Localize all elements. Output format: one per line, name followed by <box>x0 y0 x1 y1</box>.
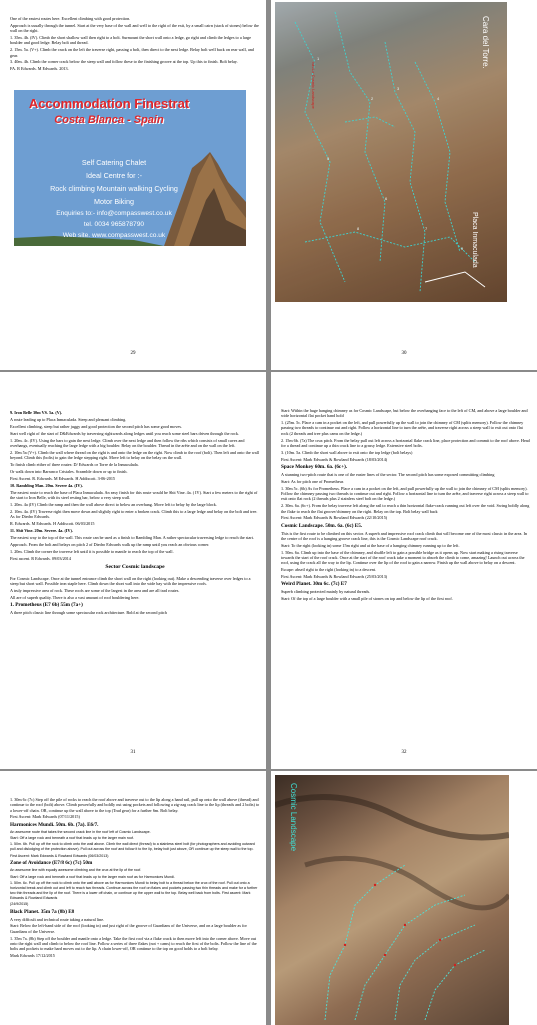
route-paragraph: First Ascent: Mark Edwards & Rowland Edwards (06/03/2013) <box>10 853 109 858</box>
route-heading: Black Planet. 35m 7a (8b) E8 <box>10 908 75 915</box>
route-paragraph: To finish climb either of three routes: D/ Edwards or Torre de la Inmaculada. <box>10 461 139 467</box>
route-heading: Weird Planet. 30m 6c. (7c) E7 <box>281 581 347 588</box>
accommodation-advert <box>14 90 246 246</box>
svg-text:4: 4 <box>437 96 440 101</box>
route-paragraph: An awesome line with equally awesome climbing and the crux at the lip of the roof. <box>10 868 142 873</box>
route-paragraph: 1. 20m. 4a (IV) Climb the ramp and then the wall above direct to below an overhang. Move left to belay by the large block. <box>10 502 217 508</box>
svg-text:7: 7 <box>425 226 428 231</box>
svg-text:2: 2 <box>371 96 374 101</box>
route-paragraph: R. Edwards. M Edwards. H Addiscott. 06/03/2015 <box>10 521 95 527</box>
route-paragraph: 1. 50m. 6a. Climb up into the base of the chimney, and shuffle left to gain a possible bridge as it opens up. Now start making a rising traverse towards the start of the roof crack. Once at the start of the roof crack take a moment to absorb the climb to come, amazing! Launch out across the roof, using the crack all the way to the lip. Continue over the lip of the roof to gain a narrow. Finish up the wall above to belay on a descent. <box>281 549 525 566</box>
route-paragraph: 2. 15m 6b. (7a) The crux pitch. From the belay pull out left across a horizontal flake crack line, place protection and commit to the roof above. Head for a thread and continue up a thin crack line to a grassy ledge. Extensive steel bolts. <box>281 437 530 448</box>
route-paragraph: First Ascent: Mark Edwards & Rowland Edwards (18/03/2014) <box>281 456 388 462</box>
page-29 <box>0 0 266 370</box>
route-paragraph: Superb climbing protected mainly by natural threads. <box>281 589 371 595</box>
cosmic-landscape-photo <box>275 775 509 1025</box>
route-paragraph: Start: As for pitch one of Prometheus <box>281 478 344 484</box>
route-paragraph: 1. 30m 6c (7c) Step off the pile of rocks to reach the roof above and traverse out to the lip along a hand rail, pull up onto the wall above (thread) and continue to the roof (bolt) above. Climb powerfully and boldly out using pockets and following a zig-zag crack line to the lip (threads and 2 bolts) to a lower-off chain. OR, continue up the wall above to the top (Trad gear) for a further 6m. Bolt belay. <box>10 797 260 813</box>
route-paragraph: First Ascent: Mark Edwards & Rowland Edwards (25/03/2013) <box>281 574 388 580</box>
advert-line: Rock climbing Mountain walking Cycling <box>50 184 178 193</box>
page-33-text <box>10 797 260 960</box>
page-number: 30 <box>401 351 407 356</box>
page-32 <box>271 372 537 769</box>
route-paragraph: For Cosmic Landscape. Once at the tunnel entrance climb the short wall on the right (looking out). Make a descending traverse over ledges to a steep but short wall. Possible iron staple here. Climb down the short wall into the wide bay with the impressive roofs. <box>10 575 251 586</box>
route-paragraph: The easiest way to the top of the wall. This route can be used as a finish to Rambling Man. A rather spectacular traversing ledge to reach the start. <box>10 535 255 541</box>
advert-phone: tel. 0034 965878790 <box>83 221 145 228</box>
svg-text:9: 9 <box>461 246 464 251</box>
route-paragraph: A route leading up to Placa Inmaculada. Steep and pleasant climbing. <box>10 416 127 422</box>
route-heading: 1. Prometheus (E7 6b) 55m (7a+) <box>10 602 83 608</box>
section-heading: Sector Cosmic landscape <box>105 564 165 571</box>
page-32-text <box>281 408 531 603</box>
route-heading: Cosmic Landscape. 50m. 6a. (6c) E5. <box>281 522 363 529</box>
cosmic-landscape-label: Cosmic Landscape <box>289 783 298 852</box>
advert-line: Self Catering Chalet <box>81 158 147 167</box>
route-paragraph: 2. 10m 5a (V+). Climb the wall where thread on the right is and onto the ledge on the right. Now climb to the roof (bolt). Then left and onto the wall beyond. Climb this (bolts) to gain the ledge stepping right. Move left to belay on the belay on the wall. <box>10 449 259 461</box>
route-heading: 9. Iron Belle 30m VS. 5a. (V). <box>10 410 63 415</box>
route-paragraph: Start: To the right (looking in) some 15m right and at the base of a hanging chimney running up to the left. <box>281 542 460 548</box>
route-paragraph: Excellent climbing, steep but rather juggy and good protection the second pitch has some good moves. <box>10 423 182 429</box>
roof-route-lines <box>275 775 509 1025</box>
route-label: Sector Cosmic Landscape <box>311 62 316 109</box>
route-heading: 10. Rambling Man. 20m. Severe 4a. (IV). <box>10 483 83 489</box>
page-29-intro <box>10 16 260 73</box>
page-33 <box>0 771 266 1025</box>
route-paragraph: Start: Of the top of a large boulder with a small pile of stones on top and below the lip of the first roof. <box>281 596 453 602</box>
route-paragraph: Approach. From the bolt and belays on pitch 2 of Diedro Edwards walk up the ramp until you reach an obvious corner. <box>10 542 210 548</box>
route-paragraph: 1. 30m 5c. (6b) As for Prometheus. Place a cam in a pocket on the left, and pull powerfully up the wall to join the chimney of CM (splits memory). Follow the chimney passing two threads to continue out and right. Follow a horizontal line to turn the arête, and traverse right across a steep wall to exit onto flat rock (2 threads plus 2 stainless steel bolt on the ledge.) <box>281 485 529 502</box>
page-31 <box>0 372 266 769</box>
route-paragraph: 3. (10m. 5a. Climb the short wall above to exit onto the top ledge (bolt belays) <box>281 449 413 455</box>
intro-line: Approach is usually through the tunnel. Start at the very base of the wall and well to the right of the exit, by a small cairn (stack of stones) below the wall on the right. <box>10 22 259 34</box>
route-paragraph: 1. 50m. 6c. Pull up off the rock to climb onto the wall above as for Harmonices Mundi to belay bolt to a thread below the crux of the roof. Pull out onto a horizontal break and climb out and left to reach two threads. Continue across the roof on flakes and pockets passing two thin threads and make for a further two thin threads and the lip of the roof. There is a lower off chain, or continue up the upper wall to the top. Belay well back from bolts. First ascent: Mark Edwards & Rowland Edwards <box>10 881 258 900</box>
route-paragraph: A truly impressive area of rock. These roofs are some of the largest in the area and are all trad routes. <box>10 587 180 593</box>
route-paragraph: This is the first route to be climbed on this sector. A superb and impressive roof crack climb that will become one of the most classic in the area. In the centre of the roof is a hanging groove crack line, this is the Cosmic Landscape roof crack. <box>281 530 527 541</box>
route-paragraph: First ascent. R Edwards. 09/03/2014 <box>10 556 71 562</box>
svg-text:5: 5 <box>327 156 330 161</box>
crag-photo-topo <box>275 2 507 302</box>
svg-text:1: 1 <box>317 56 320 61</box>
intro-line: One of the easiest routes here. Excellent climbing with good protection. <box>10 16 131 21</box>
advert-website: Web site. www.compasswest.co.uk <box>62 232 166 239</box>
route-paragraph: Start well right of the start of D&Edwards by traversing rightwards along ledges until you reach some steel bars driven through the rock. <box>10 430 239 436</box>
route-paragraph: Or walk down into Barranco Cristales. Scramble down or up to finish. <box>10 468 128 474</box>
page-30 <box>271 0 537 370</box>
svg-text:8: 8 <box>357 226 360 231</box>
intro-line: 2. 15m. 5a. (V+). Climb the crack on the left the traverse right, passing a bolt, then direct to the next ledge. Belay bolt well back on rear wall, and gear. <box>10 47 254 58</box>
page-number: 31 <box>130 750 136 755</box>
route-paragraph: Start: Off a large rock and beneath a roof that leads up to the larger main roof as for Harmonices Mundi. <box>10 874 175 879</box>
route-paragraph: Escape: abseil right to the right (looking in) to a descent. <box>281 567 377 573</box>
route-paragraph: 1. 50m. 6b. Pull up off the rock to climb onto the wall above. Climb the wall direct (thread) to a stainless steel bolt (for photographers and avoiding outward pull and dislodging of the protection above). Pull out across the roof and follow it to the lip, belay bolt just above, OR continue up the steep wall to the top. <box>10 842 255 852</box>
route-paragraph: Start: Off a large rock and beneath a roof that leads up to the larger main roof. <box>10 836 134 841</box>
route-paragraph: A very difficult and technical route taking a natural line. <box>10 916 105 922</box>
advert-subtitle: Costa Blanca - Spain <box>54 114 164 126</box>
route-paragraph: First Ascent: Mark Edwards & Rowland Edwards (22/10/2015) <box>281 515 388 521</box>
route-heading: 11. Shit Vine. 20m. Severe. 4a. (IV). <box>10 528 73 534</box>
route-paragraph: All are of superb quality. There is also a vast amount of roof bouldering here. <box>10 594 140 600</box>
route-paragraph: 1. 35m 7a. (8b) Step off the boulder and mantle onto a ledge. Take the first roof via a flake crack to then move left into the corner above. Move out onto the right wall and climb to below the roof line. Follow a series of three flakes (not + cams) to reach the first of the bolts. Follow the line of the bolts and pockets to make hard moves out to the lip. A chain lower-off, OR continue to the top on good holds to a bolt belay. <box>10 935 257 952</box>
advert-enquiries: Enquiries to:- info@compasswest.co.uk <box>56 210 172 217</box>
advert-line: Motor Biking <box>94 197 134 206</box>
route-paragraph: 1. 20m. 4c. (IV). Using the bars to gain the next ledge. Climb over the next ledge and then follow the ribs which consists of small caves and overhangs, eventually reaching the large ledge with a big boulder. Belay on the boulder. Thread in the arête and on the wall on the left. <box>10 437 245 448</box>
cara-del-torre-label: Cara del Torre. <box>481 16 490 69</box>
route-paragraph: Start: Below the left-hand side of the roof (looking in) and just right of the groove of Guardians of the Universe, and on a large boulder as for Guardians of the Universe. <box>10 923 247 934</box>
route-heading: Space Monkey 60m. 6a. (6c+). <box>281 464 348 471</box>
page-34 <box>271 771 537 1025</box>
svg-text:3: 3 <box>397 86 400 91</box>
route-paragraph: Start: Within the huge hanging chimney as for Cosmic Landscape, but below the overhanging face to the left of CM, and above a large boulder and wide horizontal flat pocket hand hold <box>281 408 528 419</box>
route-paragraph: 2. 10m. 4a. (IV) Traverse right then move down and slightly right to enter a broken crack. Climb this to a large ledge and belay on the bolt and tree. As for Diedro Edwards. <box>10 508 258 520</box>
route-paragraph: First Ascent. R. Edwards. M Edwards. H Addiscott. 3-06-2015 <box>10 475 116 481</box>
route-heading: Harmonices Mundi. 50m. 6b. (7a). E6/7. <box>10 821 99 828</box>
advert-line: Ideal Centre for :- <box>86 171 142 180</box>
route-heading: Zone of Avoidance (E7/8 6c) (7c) 50m <box>10 860 93 867</box>
route-paragraph: (24/9/2015) <box>10 901 29 906</box>
page-31-text <box>10 408 260 617</box>
placa-inmaculada-label: Placa Inmaculada <box>471 212 478 268</box>
route-paragraph: The easiest route to reach the base of Placa Inmaculada. An easy finish for this route would be Shit Vine. 4a. ( IV). Start a few meters to the right of the start to Iron Belle, with its steel resting bar, below a very steep wall. <box>10 489 258 501</box>
page-number: 32 <box>401 750 407 755</box>
route-paragraph: An awesome route that takes the second crack line in the roof left of Cosmic Landscape. <box>10 829 151 834</box>
svg-text:6: 6 <box>385 196 388 201</box>
intro-line: 3. 40m. 4b. Climb the corner crack below the steep wall and follow these to the finishing groove at the top. Up this to finish. Bolt belay. <box>10 59 238 65</box>
page-number: 29 <box>130 351 136 356</box>
intro-line: 1. 35m. 4b. (IV). Climb the short shallow wall then right to a bolt. Surmount the short wall onto a ledge, go right and climb the ledges to a large boulder and good ledge. Belay bolt and thread. <box>10 35 252 46</box>
route-paragraph: Mark Edwards 17/12/2015 <box>10 953 55 959</box>
route-paragraph: First Ascent: Mark Edwards (07/11/2015) <box>10 814 80 820</box>
intro-line: FA. R Edwards. M Edwards. 2013. <box>10 66 69 72</box>
route-paragraph: 1. (25m. 5c. Place a cam in a pocket on the left, and pull powerfully up the wall to join the chimney of CM (splits memory). Follow the chimney passing two threads to continue out and right. Follow a horizontal line to turn the arête, and traverse right across a steep wall to exit out onto flat rock (2 threads and tree plus cams on the ledge.) <box>281 420 524 436</box>
route-paragraph: 2. 30m. 6a. (6c+). From the belay traverse left along the rail to reach a thin horizontal flake-crack running out left over the void. Swing boldly along the flake to reach the flat groove/chimney on the right. Belay on the top. Bolt belay wall back <box>281 503 530 514</box>
route-paragraph: A stunning two-pitch route that is one of the easier lines of the sector. The second pitch has some exposed committing climbing <box>281 471 495 477</box>
route-paragraph: 1. 20m. Climb the corner the traverse left until it is possible to mantle to reach the top of the wall. <box>10 549 174 555</box>
route-paragraph: A three pitch classic line through some spectacular rock architecture. Bold at the second pitch <box>10 609 167 615</box>
advert-title: Accommodation Finestrat <box>28 96 190 111</box>
